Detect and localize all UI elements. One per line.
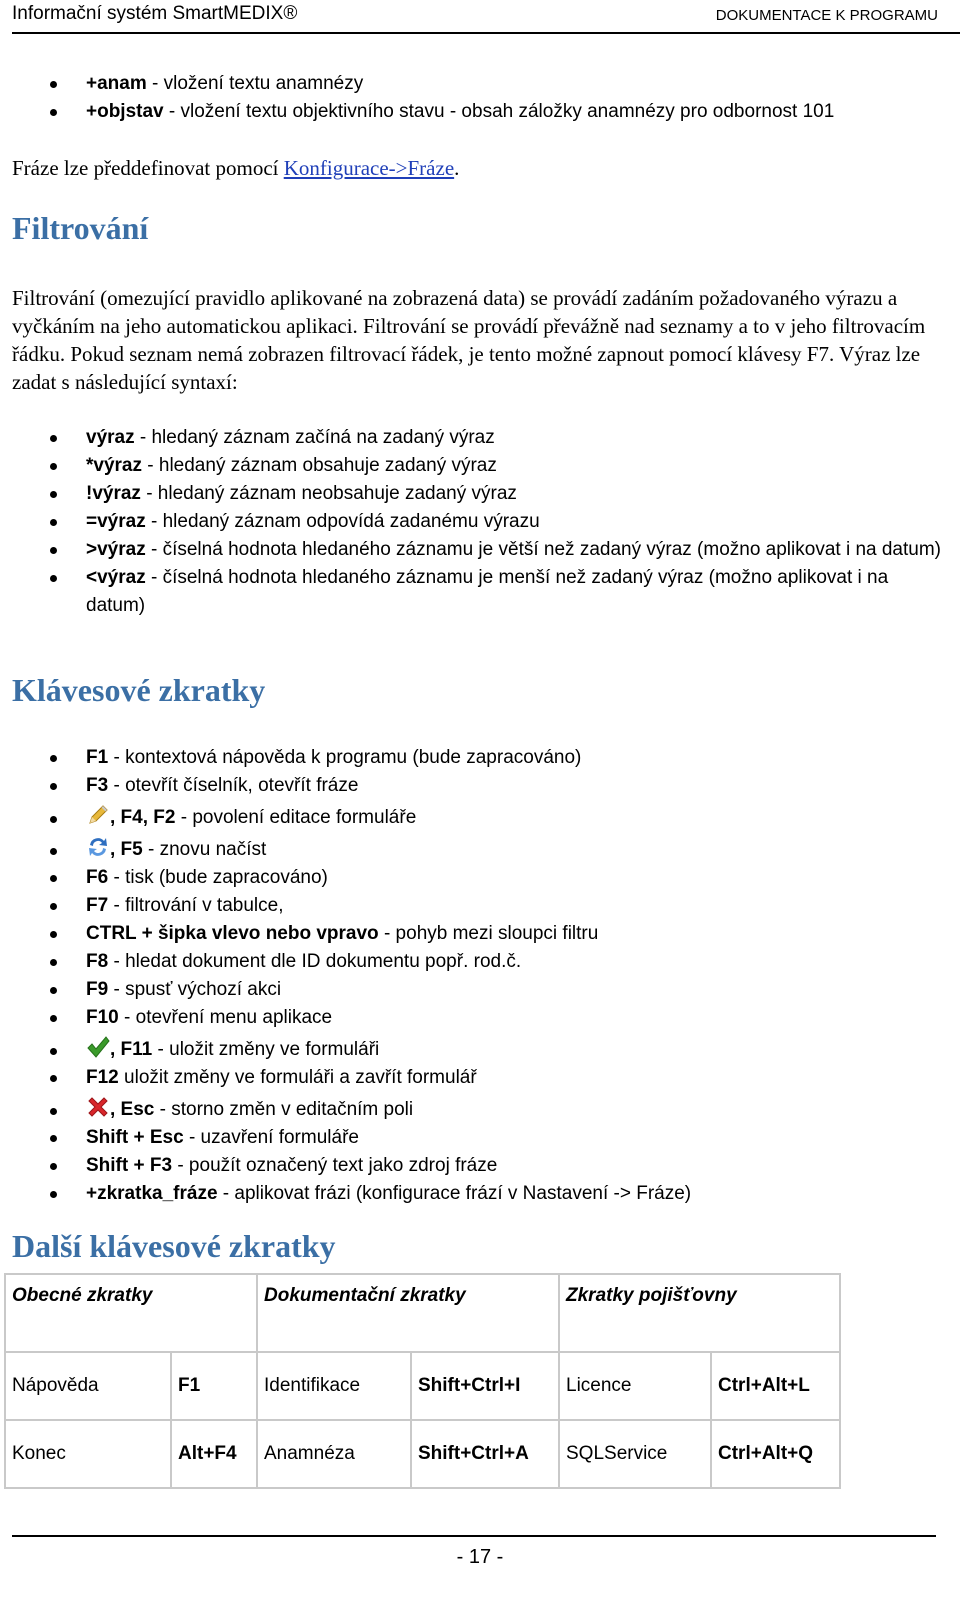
heading-filtering: Filtrování [12,210,149,246]
list-item [0,864,960,892]
shortcut-description: - povolení editace formuláře [175,807,417,828]
table-cell: Ctrl+Alt+Q [711,1420,840,1488]
table-header-documentation: Dokumentační zkratky [257,1274,559,1352]
checkmark-icon [86,1035,110,1059]
shortcut-key: +anam [86,73,147,94]
list-item [0,480,960,508]
phrase-shortcut-list [0,70,960,126]
shortcut-key: F9 [86,979,109,1000]
shortcut-key: , Esc [110,1099,155,1120]
list-item [0,920,960,948]
list-item [0,772,960,800]
table-cell: Alt+F4 [171,1420,257,1488]
shortcut-key: Shift + F3 [86,1155,173,1176]
shortcut-description: - použít označený text jako zdroj fráze [172,1155,498,1176]
shortcut-description: - tisk (bude zapracováno) [108,867,328,888]
syntax-description: - hledaný záznam začíná na zadaný výraz [134,427,495,448]
shortcut-description: - vložení textu anamnézy [146,73,364,94]
shortcut-key: F3 [86,775,109,796]
list-item [0,744,960,772]
shortcut-key: F1 [86,747,109,768]
syntax-key: =výraz [86,511,146,532]
table-cell: Anamnéza [257,1420,411,1488]
shortcut-description: - otevřít číselník, otevřít fráze [108,775,359,796]
shortcut-description: - znovu načíst [142,839,267,860]
shortcut-key: , F5 [110,839,143,860]
document-section-label: DOKUMENTACE K PROGRAMU [715,7,938,24]
syntax-key: >výraz [86,539,146,560]
shortcut-key: , F4, F2 [110,807,176,828]
syntax-key: *výraz [86,455,142,476]
table-row [5,1420,840,1488]
shortcut-key: +objstav [86,101,164,122]
syntax-description: - hledaný záznam neobsahuje zadaný výraz [140,483,517,504]
phrases-note-text: Fráze lze předdefinovat pomocí [12,156,284,180]
shortcut-key: CTRL + šipka vlevo nebo vpravo [86,923,379,944]
heading-keyboard-shortcuts: Klávesové zkratky [12,672,266,708]
table-row [5,1352,840,1420]
table-cell: Ctrl+Alt+L [711,1352,840,1420]
shortcut-description: - storno změn v editačním poli [154,1099,414,1120]
filter-syntax-list [0,424,960,620]
shortcut-description: - pohyb mezi sloupci filtru [378,923,599,944]
shortcuts-table [4,1273,841,1489]
shortcut-description: - otevření menu aplikace [118,1007,333,1028]
document-title: Informační systém SmartMEDIX® [12,3,298,24]
list-item [0,508,960,536]
configuration-phrases-link[interactable]: Konfigurace->Fráze [283,156,455,180]
list-item [0,536,960,564]
table-cell: Licence [559,1352,711,1420]
list-item [0,564,960,620]
heading-more-shortcuts: Další klávesové zkratky [12,1228,336,1264]
shortcut-key: , F11 [110,1039,153,1060]
syntax-description: - číselná hodnota hledaného záznamu je větší než zadaný výraz (možno aplikovat i na datum) [145,539,941,560]
shortcut-key: +zkratka_fráze [86,1183,218,1204]
list-item [0,1032,960,1064]
shortcut-key: Shift + Esc [86,1127,184,1148]
shortcut-description: - aplikovat frázi (konfigurace frází v Nastavení -> Fráze) [217,1183,692,1204]
shortcut-description: - filtrování v tabulce, [108,895,284,916]
list-item [0,1124,960,1152]
shortcut-key: F12 [86,1067,119,1088]
shortcut-description: - spusť výchozí akci [108,979,282,1000]
list-item [0,892,960,920]
table-cell: Nápověda [5,1352,171,1420]
syntax-key: !výraz [86,483,141,504]
table-cell: Konec [5,1420,171,1488]
keyboard-shortcut-list [0,744,960,1208]
page-number: - 17 - [456,1546,504,1568]
table-header-general: Obecné zkratky [5,1274,257,1352]
list-item [0,1004,960,1032]
list-item [0,1092,960,1124]
list-item [0,424,960,452]
table-cell: Identifikace [257,1352,411,1420]
filtering-paragraph: Filtrování (omezující pravidlo aplikované na zobrazená data) se provádí zadáním požadovaného výrazu a vyčkáním na jeho automatickou aplikaci. Filtrování se provádí převážně nad seznamy a to v jeho filtrovacím řádku. Pokud seznam nemá zobrazen filtrovací řádek, je tento možné zapnout pomocí klávesy F7. Výraz lze zadat s následující syntaxí: [12,286,926,394]
table-cell: Shift+Ctrl+A [411,1420,559,1488]
shortcut-key: F10 [86,1007,119,1028]
phrases-note [12,154,942,182]
table-header-insurance: Zkratky pojišťovny [559,1274,840,1352]
page-header [12,0,960,34]
syntax-description: - hledaný záznam obsahuje zadaný výraz [142,455,497,476]
shortcut-description: - vložení textu objektivního stavu - obsah záložky anamnézy pro odbornost 101 [163,101,835,122]
table-header-row [5,1274,840,1352]
shortcut-description: - hledat dokument dle ID dokumentu popř. rod.č. [108,951,522,972]
footer-rule [12,1535,936,1537]
list-item [0,1064,960,1092]
refresh-icon [86,835,110,859]
shortcut-description: uložit změny ve formuláři a zavřít formulář [118,1067,477,1088]
shortcut-description: - kontextová nápověda k programu (bude zapracováno) [108,747,582,768]
list-item [0,800,960,832]
pencil-icon [86,803,110,827]
syntax-description: - hledaný záznam odpovídá zadanému výrazu [145,511,540,532]
table-cell: Shift+Ctrl+I [411,1352,559,1420]
shortcut-description: - uzavření formuláře [183,1127,359,1148]
shortcut-key: F6 [86,867,109,888]
table-cell: F1 [171,1352,257,1420]
syntax-key: <výraz [86,567,146,588]
list-item [0,452,960,480]
table-cell: SQLService [559,1420,711,1488]
list-item [0,948,960,976]
syntax-key: výraz [86,427,135,448]
list-item [0,70,960,98]
shortcut-key: F8 [86,951,109,972]
shortcut-key: F7 [86,895,109,916]
shortcut-description: - uložit změny ve formuláři [152,1039,380,1060]
list-item [0,98,960,126]
list-item [0,1152,960,1180]
list-item [0,976,960,1004]
red-cross-icon [86,1095,110,1119]
list-item [0,1180,960,1208]
syntax-description: - číselná hodnota hledaného záznamu je menší než zadaný výraz (možno aplikovat i na datum) [86,567,889,616]
phrases-note-end: . [454,156,460,180]
list-item [0,832,960,864]
